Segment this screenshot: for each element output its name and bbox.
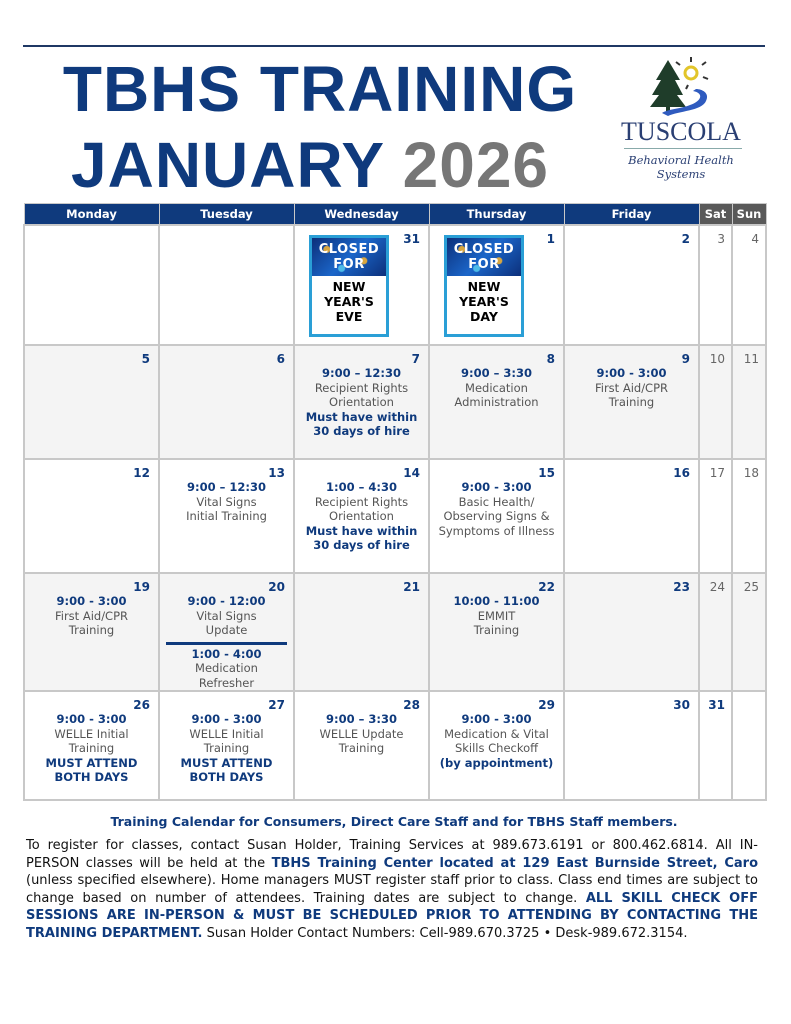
session-title: WELLE Update bbox=[319, 726, 404, 741]
session-note: (by appointment) bbox=[439, 755, 554, 770]
session-title: Observing Signs & bbox=[443, 509, 550, 523]
session-time: 9:00 – 12:30 bbox=[187, 480, 266, 494]
session-title: Medication bbox=[465, 380, 528, 395]
tree-sun-river-icon bbox=[606, 55, 756, 117]
day-cell bbox=[159, 573, 294, 691]
closed-holiday-badge bbox=[309, 235, 389, 337]
day-cell bbox=[429, 345, 564, 459]
day-header-monday: Monday bbox=[24, 204, 159, 226]
day-cell bbox=[732, 225, 766, 345]
session-title: WELLE Initial bbox=[54, 726, 129, 741]
week-row bbox=[24, 459, 766, 573]
session-title: Recipient Rights bbox=[314, 494, 409, 509]
day-header-friday: Friday bbox=[564, 204, 699, 226]
day-number: 21 bbox=[403, 580, 420, 594]
session-title: Training bbox=[203, 741, 250, 755]
day-number: 22 bbox=[538, 580, 555, 594]
calendar-caption: Training Calendar for Consumers, Direct Care Staff and for TBHS Staff members. bbox=[110, 814, 678, 829]
session-time: 1:00 – 4:30 bbox=[326, 480, 397, 494]
calendar-grid bbox=[23, 203, 767, 801]
session-time: 9:00 - 3:00 bbox=[461, 480, 532, 494]
session-title: WELLE Initial bbox=[189, 726, 264, 741]
day-number: 25 bbox=[743, 580, 759, 594]
day-number: 31 bbox=[403, 232, 420, 246]
session-title: Medication bbox=[195, 661, 258, 675]
session-title: Initial Training bbox=[186, 509, 267, 523]
day-cell bbox=[699, 459, 732, 573]
day-number bbox=[733, 692, 765, 712]
day-number: 19 bbox=[133, 580, 150, 594]
day-number: 10 bbox=[709, 352, 725, 366]
info-text-2: (unless specified elsewhere). Home managers MUST register staff prior to class. Class end times are subject to change based on number of attendees. Training dates are subject to change. bbox=[26, 873, 758, 906]
logo-name: TUSCOLA bbox=[621, 117, 741, 146]
badge-top-text: CLOSED bbox=[453, 242, 515, 257]
session-title: Orientation bbox=[329, 509, 394, 523]
session-time: 9:00 - 3:00 bbox=[56, 712, 127, 726]
badge-holiday-name bbox=[312, 276, 386, 324]
badge-bottom-text: YEAR'S bbox=[459, 294, 509, 309]
registration-info bbox=[26, 837, 758, 942]
day-cell bbox=[429, 573, 564, 691]
day-number: 3 bbox=[717, 232, 725, 246]
session-title: First Aid/CPR bbox=[54, 608, 129, 623]
day-cell bbox=[564, 573, 699, 691]
day-cell bbox=[24, 573, 159, 691]
badge-bottom-text: NEW bbox=[332, 279, 366, 294]
badge-bottom-text: NEW bbox=[467, 279, 501, 294]
day-cell bbox=[732, 459, 766, 573]
session-title: Symptoms of Illness bbox=[438, 523, 555, 538]
day-number: 31 bbox=[708, 698, 725, 712]
day-cell bbox=[24, 691, 159, 800]
day-number: 2 bbox=[681, 232, 690, 246]
day-header-tuesday: Tuesday bbox=[159, 204, 294, 226]
day-number: 18 bbox=[743, 466, 759, 480]
session-time: 1:00 - 4:00 bbox=[191, 646, 262, 661]
badge-top-text: FOR bbox=[468, 257, 500, 272]
month-year-title bbox=[10, 128, 610, 202]
session-title: EMMIT bbox=[477, 608, 516, 623]
week-row bbox=[24, 691, 766, 800]
day-number: 9 bbox=[681, 352, 690, 366]
day-number: 29 bbox=[538, 698, 555, 712]
day-header-wednesday: Wednesday bbox=[294, 204, 429, 226]
page-title: TBHS TRAINING bbox=[62, 53, 578, 125]
day-number: 26 bbox=[133, 698, 150, 712]
week-row bbox=[24, 573, 766, 691]
session-note: 30 days of hire bbox=[313, 424, 410, 438]
year-label: 2026 bbox=[402, 129, 549, 201]
day-number: 6 bbox=[276, 352, 285, 366]
skill-checkoff-notice: ALL SKILL CHECK OFF SESSIONS ARE IN-PERSON & MUST BE SCHEDULED PRIOR TO ATTENDING BY CONTACTING THE TRAINING DEPARTMENT. bbox=[26, 890, 758, 941]
session-title: Training bbox=[338, 741, 385, 755]
session-title: Vital Signs bbox=[196, 494, 257, 509]
session-title: Training bbox=[68, 741, 115, 755]
session-title: Update bbox=[205, 623, 248, 637]
day-cell bbox=[159, 459, 294, 573]
day-header-sat: Sat bbox=[699, 204, 732, 226]
day-number: 1 bbox=[546, 232, 555, 246]
session-title: Medication & Vital bbox=[444, 726, 549, 741]
closed-holiday-badge bbox=[444, 235, 524, 337]
session-note: BOTH DAYS bbox=[54, 770, 129, 784]
day-number: 7 bbox=[411, 352, 420, 366]
session-note: Must have within bbox=[305, 523, 418, 538]
badge-top-text: FOR bbox=[333, 257, 365, 272]
day-cell bbox=[429, 225, 564, 345]
day-number: 17 bbox=[709, 466, 725, 480]
day-number: 30 bbox=[673, 698, 690, 712]
day-number bbox=[25, 226, 158, 246]
session-title: Orientation bbox=[329, 395, 394, 409]
badge-holiday-name bbox=[447, 276, 521, 324]
day-cell bbox=[294, 225, 429, 345]
day-cell bbox=[699, 691, 732, 800]
day-number: 5 bbox=[141, 352, 150, 366]
logo-subtitle: Behavioral Health Systems bbox=[628, 153, 734, 181]
day-cell bbox=[699, 225, 732, 345]
session-title: Vital Signs bbox=[196, 608, 257, 623]
day-header-thursday: Thursday bbox=[429, 204, 564, 226]
day-cell bbox=[564, 459, 699, 573]
session-title: First Aid/CPR bbox=[594, 380, 669, 395]
month-label: JANUARY bbox=[71, 129, 384, 201]
day-header-sun: Sun bbox=[732, 204, 766, 226]
badge-top-text: CLOSED bbox=[318, 242, 380, 257]
day-number: 15 bbox=[538, 466, 555, 480]
day-cell bbox=[732, 573, 766, 691]
day-number: 20 bbox=[268, 580, 285, 594]
day-cell bbox=[429, 691, 564, 800]
session-time: 9:00 - 3:00 bbox=[596, 366, 667, 380]
session-note: MUST ATTEND bbox=[180, 755, 273, 770]
session-note: BOTH DAYS bbox=[189, 770, 264, 784]
day-cell bbox=[429, 459, 564, 573]
training-center-address: TBHS Training Center located at 129 East Burnside Street, Caro bbox=[271, 855, 758, 871]
session-divider bbox=[166, 642, 287, 645]
day-number: 11 bbox=[743, 352, 759, 366]
info-text-1: To register for classes, contact Susan Holder, Training Services at 989.673.6191 or 800.462.6814. All IN-PERSON classes will be held at the bbox=[26, 838, 758, 871]
contact-numbers: Susan Holder Contact Numbers: Cell-989.670.3725 • Desk-989.672.3154. bbox=[202, 925, 688, 941]
day-number: 14 bbox=[403, 466, 420, 480]
session-title: Skills Checkoff bbox=[454, 741, 539, 755]
badge-bottom-text: DAY bbox=[470, 309, 498, 324]
week-row bbox=[24, 225, 766, 345]
session-title: Training bbox=[68, 623, 115, 637]
day-cell bbox=[699, 573, 732, 691]
day-cell bbox=[699, 345, 732, 459]
badge-closed-banner bbox=[312, 238, 386, 276]
day-cell bbox=[294, 691, 429, 800]
day-cell bbox=[732, 345, 766, 459]
day-number bbox=[160, 226, 293, 246]
session-title: Refresher bbox=[198, 675, 255, 690]
top-rule bbox=[23, 45, 765, 47]
session-note: Must have within bbox=[305, 409, 418, 424]
day-cell bbox=[732, 691, 766, 800]
day-number: 24 bbox=[709, 580, 725, 594]
day-cell bbox=[564, 345, 699, 459]
badge-bottom-text: YEAR'S bbox=[324, 294, 374, 309]
week-row bbox=[24, 345, 766, 459]
day-cell bbox=[294, 573, 429, 691]
session-time: 9:00 - 3:00 bbox=[461, 712, 532, 726]
badge-closed-banner bbox=[447, 238, 521, 276]
logo-divider bbox=[624, 148, 742, 149]
day-cell bbox=[159, 345, 294, 459]
day-cell bbox=[24, 225, 159, 345]
day-number: 12 bbox=[133, 466, 150, 480]
badge-bottom-text: EVE bbox=[335, 309, 363, 324]
day-number: 13 bbox=[268, 466, 285, 480]
session-time: 9:00 - 12:00 bbox=[187, 594, 266, 608]
session-title: Training bbox=[473, 623, 520, 637]
day-cell bbox=[159, 225, 294, 345]
day-number: 27 bbox=[268, 698, 285, 712]
day-number: 16 bbox=[673, 466, 690, 480]
session-time: 9:00 - 3:00 bbox=[191, 712, 262, 726]
day-cell bbox=[294, 345, 429, 459]
session-title: Training bbox=[608, 395, 655, 409]
day-number: 8 bbox=[546, 352, 555, 366]
session-note: MUST ATTEND bbox=[45, 755, 138, 770]
session-note: 30 days of hire bbox=[313, 538, 410, 552]
session-title: Recipient Rights bbox=[314, 380, 409, 395]
day-cell bbox=[564, 225, 699, 345]
session-time: 9:00 – 12:30 bbox=[322, 366, 401, 380]
day-cell bbox=[24, 459, 159, 573]
session-title: Administration bbox=[454, 395, 539, 409]
day-cell bbox=[24, 345, 159, 459]
session-time: 9:00 – 3:30 bbox=[326, 712, 397, 726]
tuscola-logo bbox=[606, 55, 756, 180]
day-number: 4 bbox=[751, 232, 759, 246]
session-title: Basic Health/ bbox=[458, 494, 535, 509]
day-number: 28 bbox=[403, 698, 420, 712]
day-number: 23 bbox=[673, 580, 690, 594]
session-time: 9:00 - 3:00 bbox=[56, 594, 127, 608]
session-time: 9:00 – 3:30 bbox=[461, 366, 532, 380]
session-time: 10:00 - 11:00 bbox=[453, 594, 540, 608]
day-cell bbox=[294, 459, 429, 573]
day-cell bbox=[159, 691, 294, 800]
day-cell bbox=[564, 691, 699, 800]
